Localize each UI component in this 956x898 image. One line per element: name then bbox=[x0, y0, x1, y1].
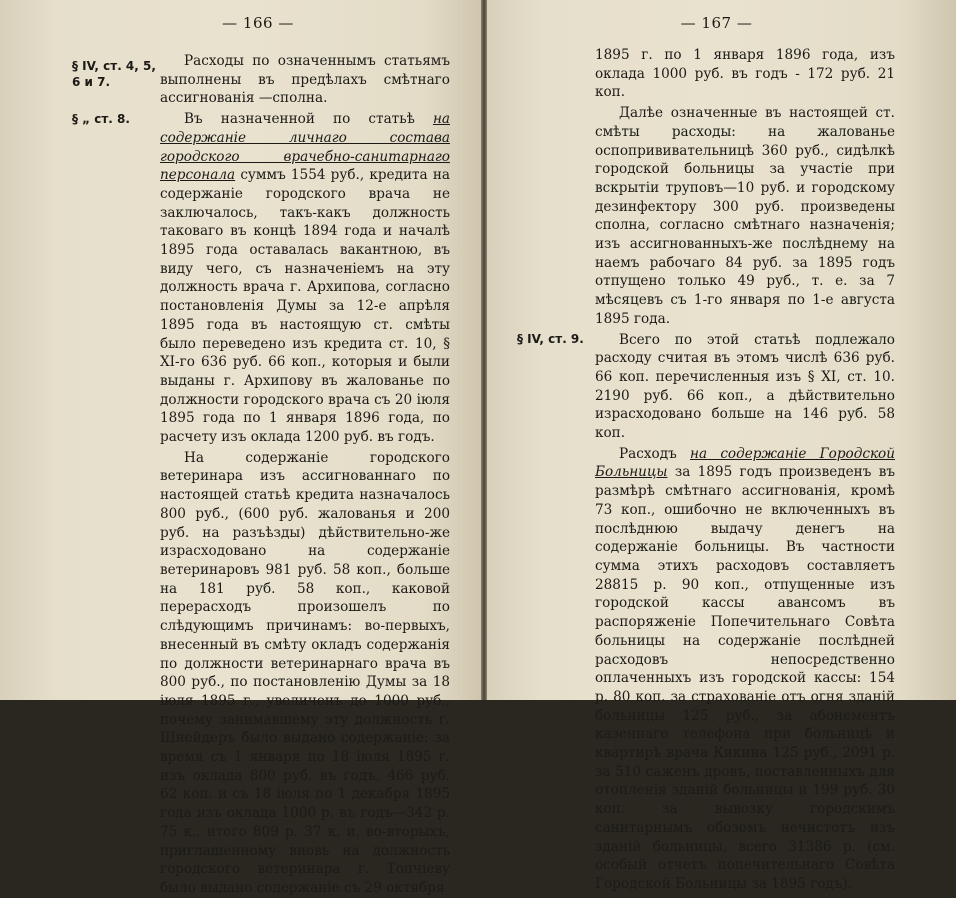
paragraph: Всего по этой статьѣ подлежало расходу считая въ этомъ числѣ 636 руб. 66 коп. перечисленныя изъ § XI, ст. 10. 2190 руб. 66 коп., а дѣйствительно израсходовано больше на 146 руб. 58 коп. bbox=[595, 331, 895, 442]
paragraph: 1895 г. по 1 января 1896 года, изъ оклада 1000 руб. въ годъ - 172 руб. 21 коп. bbox=[595, 47, 895, 101]
paragraph-body: суммъ 1554 руб., кредита на содержаніе городского врача не заключалось, такъ-какъ должность таковаго въ концѣ 1894 года и началѣ 1895 года оставалась вакантною, въ виду чего, съ назначеніемъ на эту должность врача г. Архипова, согласно постановленія Думы за 12-е апрѣля 1895 года въ настоящую ст. смѣты было переведено изъ кредита ст. 10, § XI-го 636 руб. 66 коп., которыя и были выданы г. Архипову въ жалованье по должности городского врача съ 20 іюля 1895 года по 1 января 1896 года, по расчету изъ оклада 1200 руб. въ годъ. bbox=[160, 167, 451, 446]
paragraph bbox=[595, 445, 895, 894]
right-page bbox=[487, 0, 956, 892]
right-page-text bbox=[595, 46, 895, 894]
paragraph bbox=[160, 110, 450, 447]
margin-note-section-iv-8: § „ ст. 8. bbox=[72, 112, 130, 126]
paragraph-lead: Въ назначенной по статьѣ bbox=[184, 111, 415, 128]
paragraph-lead: Расходъ bbox=[619, 445, 677, 462]
emphasized-phrase: на содержаніе личнаго состава городского врачебно-санитарнаго персонала bbox=[160, 111, 450, 184]
paragraph: Далѣе означенные въ настоящей ст. смѣты расходы: на жалованье оспопрививательницѣ 360 руб., сидѣлкѣ городской больницы за участіе при вскрытіи труповъ—10 руб. и городскому дезинфектору 300 руб. произведены сполна, согласно смѣтнаго назначенія; изъ ассигнованныхъ-же послѣднему на наемъ рабочаго 84 руб. за 1895 годъ отпущено только 49 руб., т. е. за 7 мѣсяцевъ съ 1-го января по 1-е августа 1895 года. bbox=[595, 105, 895, 327]
right-page-number: — 167 — bbox=[680, 14, 753, 32]
emphasized-phrase: на содержаніе Городской Больницы bbox=[595, 445, 895, 481]
left-page-number: — 166 — bbox=[222, 14, 294, 32]
paragraph: Расходы по означеннымъ статьямъ выполнены въ предѣлахъ смѣтнаго ассигнованія —сполна. bbox=[160, 53, 450, 107]
margin-note-section-iv-9: § IV, ст. 9. bbox=[517, 332, 584, 346]
margin-note-section-iv-4-7: § IV, ст. 4, 5, 6 и 7. bbox=[72, 59, 156, 89]
left-page-text bbox=[160, 52, 450, 898]
paragraph-body: за 1895 годъ произведенъ въ размѣрѣ смѣтнаго ассигнованія, кромѣ 73 коп., ошибочно не включенныхъ въ послѣднюю выдачу денегъ на содержаніе больницы. Въ частности сумма этихъ расходовъ составляетъ 28815 р. 90 коп., отпущенные изъ городской кассы авансомъ въ распоряженіе Попечительнаго Совѣта больницы на содержаніе послѣдней расходовъ непосредственно оплаченныхъ изъ городской кассы: 154 р. 80 коп. за страхованіе отъ огня зданій больницы 125 руб., за абонементъ казеннаго телефона при больницѣ и квартирѣ врача Кикина 125 руб., 2091 р. за 510 саженъ дровъ, поставленныхъ для отопленія зданій больницы и 199 руб. 30 коп. за вывозку городскимъ санитарнымъ обозомъ нечистотъ изъ зданій больницы, всего 31386 р. (см. особый отчетъ попечительнаго Совѣта Городской Больницы за 1895 годъ). bbox=[595, 464, 895, 892]
paragraph: На содержаніе городского ветеринара изъ ассигнованнаго по настоящей статьѣ кредита назначалось 800 руб., (600 руб. жалованья и 200 руб. на разъѣзды) дѣйствительно-же израсходовано на содержаніе ветеринаровъ 981 руб. 58 коп., больше на 181 руб. 58 коп., каковой перерасходъ произошелъ по слѣдующимъ причинамъ: во-первыхъ, внесенный въ смѣту окладъ содержанія по должности ветеринарнаго врача въ 800 руб., по постановленію Думы за 18 іюля 1895 г., увеличенъ до 1000 руб., почему занимавшему эту должность г. Шнейдеръ было выдано содержаніе: за время съ 1 января по 18 іюля 1895 г. изъ оклада 800 руб. въ годъ, 466 руб. 62 коп. и съ 18 іюля по 1 декабря 1895 года изъ оклада 1000 р. въ годъ—342 р. 75 к., итого 809 р. 37 к. и, во-вторыхъ, приглашенному вновь на должность городского ветеринара г. Топчіеву было выдано содержаніе съ 29 октября bbox=[160, 449, 450, 896]
